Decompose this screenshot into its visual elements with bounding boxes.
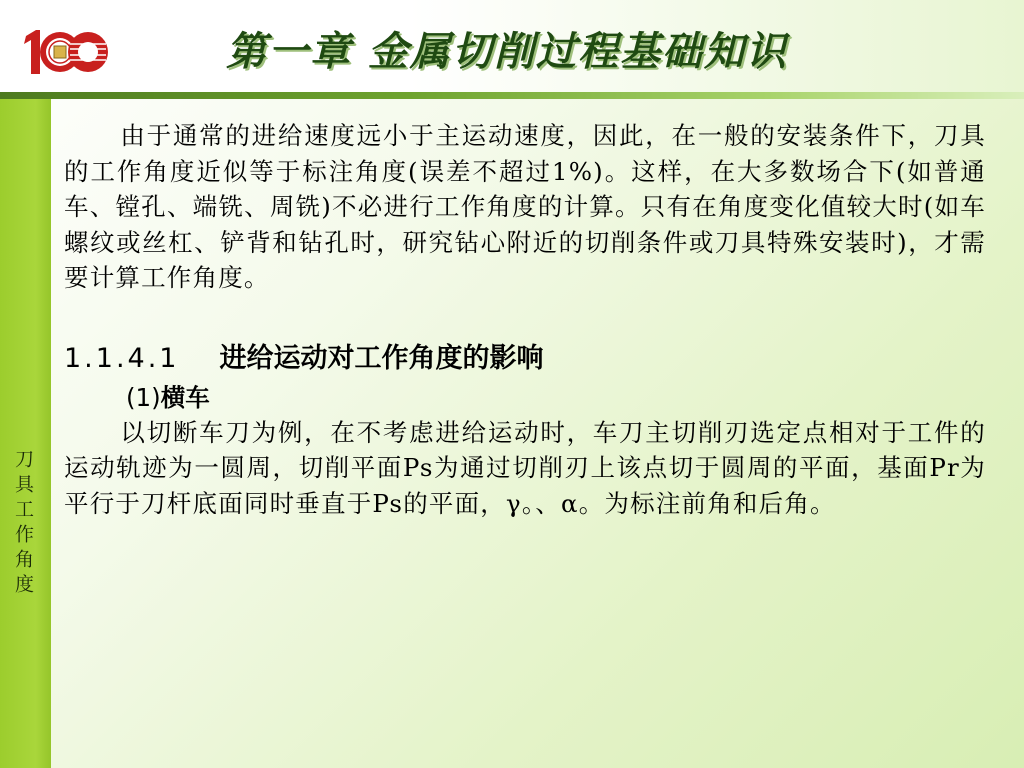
slide-content [64, 118, 986, 521]
header-divider [0, 92, 1024, 99]
section-heading [64, 340, 986, 378]
section-title: 进给运动对工作角度的影响 [219, 342, 544, 374]
university-logo-icon [18, 22, 110, 78]
slide-header [0, 0, 1024, 94]
chapter-title: 第一章 金属切削过程基础知识 [226, 28, 788, 75]
sidebar [0, 99, 51, 768]
intro-paragraph: 由于通常的进给速度远小于主运动速度，因此，在一般的安装条件下，刀具的工作角度近似等于标注角度(误差不超过1%)。这样，在大多数场合下(如普通车、镗孔、端铣、周铣)不必进行工作角度的计算。只有在角度变化值较大时(如车螺纹或丝杠、铲背和钻孔时，研究钻心附近的切削条件或刀具特殊安装时)，才需要计算工作角度。 [64, 121, 986, 292]
sub-title: 横车 [160, 382, 210, 412]
sidebar-label: 刀具工作角度 [12, 449, 34, 599]
sub-heading [126, 380, 986, 415]
section-number: 1.1.4.1 [64, 342, 180, 374]
sub-number: (1) [126, 382, 161, 412]
body-paragraph: 以切断车刀为例，在不考虑进给运动时，车刀主切削刃选定点相对于工件的运动轨迹为一圆周，切削平面Ps为通过切削刃上该点切于圆周的平面，基面Pr为平行于刀杆底面同时垂直于Ps的平面，γ。、α。为标注前角和后角。 [64, 417, 986, 518]
